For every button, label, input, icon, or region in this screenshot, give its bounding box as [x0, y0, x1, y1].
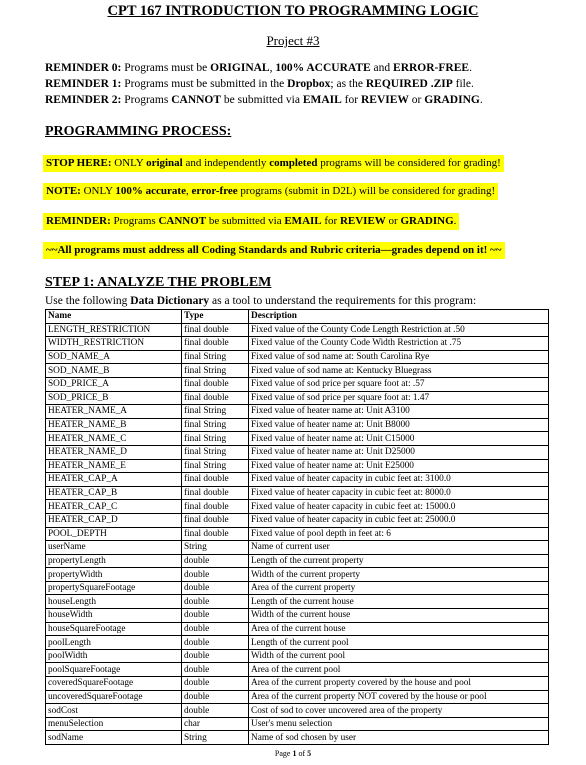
table-row: [46, 636, 549, 650]
cell-type: double: [182, 581, 249, 595]
data-dictionary-intro: [45, 295, 476, 307]
cell-description: Length of the current pool: [249, 636, 549, 650]
reminder-text: be submitted via: [221, 94, 303, 106]
cell-description: Fixed value of sod price per square foot at: .57: [249, 377, 549, 391]
cell-name: houseWidth: [46, 609, 182, 623]
cell-name: houseSquareFootage: [46, 622, 182, 636]
cell-type: final String: [182, 432, 249, 446]
cell-type: double: [182, 704, 249, 718]
cell-description: Length of the current house: [249, 595, 549, 609]
cell-type: final double: [182, 513, 249, 527]
table-row: [46, 622, 549, 636]
reminder-text: ORIGINAL: [210, 62, 270, 74]
table-row: [46, 500, 549, 514]
cell-type: final String: [182, 418, 249, 432]
cell-type: double: [182, 690, 249, 704]
reminder-text: file.: [452, 78, 474, 90]
cell-name: propertySquareFootage: [46, 581, 182, 595]
highlight-text: NOTE:: [46, 185, 81, 197]
cell-description: Area of the current property NOT covered by the house or pool: [249, 690, 549, 704]
table-row: [46, 350, 549, 364]
cell-type: final double: [182, 391, 249, 405]
cell-name: poolLength: [46, 636, 182, 650]
cell-type: double: [182, 554, 249, 568]
reminder-label: REMINDER 2:: [45, 94, 122, 106]
cell-type: final double: [182, 337, 249, 351]
highlight-text: and independently: [182, 157, 270, 169]
cell-description: Fixed value of heater name at: Unit A3100: [249, 405, 549, 419]
cell-description: Fixed value of sod name at: South Carolina Rye: [249, 350, 549, 364]
highlight-text: REVIEW: [339, 215, 386, 227]
highlight-text: EMAIL: [284, 215, 322, 227]
cell-type: double: [182, 663, 249, 677]
cell-name: poolWidth: [46, 649, 182, 663]
project-number: Project #3: [266, 33, 320, 48]
highlight-text: completed: [269, 157, 318, 169]
highlight-text: be submitted via: [206, 215, 285, 227]
table-row: [46, 704, 549, 718]
cell-type: final double: [182, 500, 249, 514]
highlight-text: ~~All programs must address all Coding Standards and Rubric criteria—grades depend on it! ~~: [46, 244, 502, 256]
highlight-text: Programs: [110, 215, 159, 227]
table-row: [46, 364, 549, 378]
reminder-text: REQUIRED .ZIP: [365, 78, 453, 90]
reminder-text: EMAIL: [302, 94, 342, 106]
cell-description: Fixed value of heater name at: Unit C15000: [249, 432, 549, 446]
cell-description: Fixed value of heater capacity in cubic feet at: 25000.0: [249, 513, 549, 527]
cell-name: sodCost: [46, 704, 182, 718]
intro-bold-text: Data Dictionary: [130, 295, 210, 307]
cell-name: coveredSquareFootage: [46, 677, 182, 691]
cell-type: double: [182, 609, 249, 623]
table-body: [46, 323, 549, 744]
reminder-text: or: [408, 94, 425, 106]
table-row: [46, 459, 549, 473]
highlight-text: ONLY: [80, 185, 116, 197]
reminder-text: .: [469, 62, 472, 74]
intro-text-end: as a tool to understand the requirements for this program:: [209, 295, 477, 307]
column-header-type: Type: [182, 310, 249, 324]
table-row: [46, 418, 549, 432]
highlight-text: for: [321, 215, 340, 227]
reminder-text: ERROR-FREE: [393, 62, 470, 74]
cell-name: HEATER_NAME_C: [46, 432, 182, 446]
highlight-text: ,: [185, 185, 192, 197]
highlight-text: error-free: [191, 185, 238, 197]
intro-text: Use the following: [45, 295, 131, 307]
cell-description: Name of current user: [249, 541, 549, 555]
cell-name: userName: [46, 541, 182, 555]
cell-type: String: [182, 541, 249, 555]
reminder-line: [45, 94, 483, 106]
reminder-text: Programs: [121, 94, 172, 106]
table-row: [46, 391, 549, 405]
cell-description: Fixed value of heater capacity in cubic feet at: 8000.0: [249, 486, 549, 500]
table-row: [46, 581, 549, 595]
table-row: [46, 377, 549, 391]
reminder-text: and: [370, 62, 394, 74]
cell-name: HEATER_NAME_E: [46, 459, 182, 473]
document-title: CPT 167 INTRODUCTION TO PROGRAMMING LOGIC: [107, 3, 479, 19]
reminder-text: ; as the: [330, 78, 366, 90]
table-row: [46, 473, 549, 487]
column-header-description: Description: [249, 310, 549, 324]
reminder-text: ,: [269, 62, 276, 74]
cell-name: propertyLength: [46, 554, 182, 568]
cell-name: poolSquareFootage: [46, 663, 182, 677]
cell-type: final String: [182, 445, 249, 459]
cell-description: Name of sod chosen by user: [249, 731, 549, 745]
cell-name: menuSelection: [46, 717, 182, 731]
table-row: [46, 663, 549, 677]
table-row: [46, 405, 549, 419]
cell-type: final double: [182, 323, 249, 337]
footer-of-label: of: [296, 749, 308, 758]
footer-page-number: 1: [292, 749, 297, 758]
cell-name: uncoveredSquareFootage: [46, 690, 182, 704]
reminder-line: [45, 62, 472, 74]
table-header-row: [46, 310, 549, 324]
cell-description: Fixed value of heater capacity in cubic feet at: 15000.0: [249, 500, 549, 514]
cell-description: Width of the current property: [249, 568, 549, 582]
data-dictionary-table: [45, 309, 549, 745]
table-row: [46, 486, 549, 500]
cell-type: final double: [182, 527, 249, 541]
table-row: [46, 717, 549, 731]
table-row: [46, 323, 549, 337]
cell-description: Fixed value of sod name at: Kentucky Bluegrass: [249, 364, 549, 378]
cell-name: HEATER_CAP_B: [46, 486, 182, 500]
cell-name: HEATER_CAP_C: [46, 500, 182, 514]
cell-type: final double: [182, 486, 249, 500]
footer-page-total: 5: [307, 749, 312, 758]
table-row: [46, 731, 549, 745]
highlight-text: or: [385, 215, 401, 227]
reminder-line: [45, 78, 474, 90]
table-row: [46, 445, 549, 459]
cell-description: Fixed value of sod price per square foot at: 1.47: [249, 391, 549, 405]
reminder-label: REMINDER 1:: [45, 78, 122, 90]
cell-description: Cost of sod to cover uncovered area of the property: [249, 704, 549, 718]
cell-name: propertyWidth: [46, 568, 182, 582]
cell-type: double: [182, 677, 249, 691]
cell-name: LENGTH_RESTRICTION: [46, 323, 182, 337]
cell-type: char: [182, 717, 249, 731]
cell-description: Fixed value of the County Code Length Restriction at .50: [249, 323, 549, 337]
highlight-text: CANNOT: [158, 215, 207, 227]
cell-type: double: [182, 649, 249, 663]
reminder-text: REVIEW: [360, 94, 409, 106]
reminder-label: REMINDER 0:: [45, 62, 122, 74]
highlight-notice: [43, 213, 459, 230]
cell-name: sodName: [46, 731, 182, 745]
cell-name: SOD_NAME_A: [46, 350, 182, 364]
highlight-text: original: [146, 157, 183, 169]
cell-type: double: [182, 595, 249, 609]
cell-description: Fixed value of pool depth in feet at: 6: [249, 527, 549, 541]
cell-description: Area of the current property: [249, 581, 549, 595]
table-row: [46, 649, 549, 663]
cell-name: HEATER_CAP_D: [46, 513, 182, 527]
table-row: [46, 432, 549, 446]
cell-description: Width of the current house: [249, 609, 549, 623]
highlight-text: ONLY: [111, 157, 147, 169]
table-row: [46, 554, 549, 568]
cell-type: final String: [182, 459, 249, 473]
reminder-text: for: [341, 94, 361, 106]
table-row: [46, 609, 549, 623]
cell-description: Area of the current house: [249, 622, 549, 636]
cell-type: final double: [182, 377, 249, 391]
reminder-text: Dropbox: [287, 78, 331, 90]
cell-name: HEATER_CAP_A: [46, 473, 182, 487]
reminder-text: GRADING: [424, 94, 480, 106]
cell-description: Fixed value of heater name at: Unit D25000: [249, 445, 549, 459]
cell-type: final double: [182, 473, 249, 487]
table-row: [46, 595, 549, 609]
cell-name: POOL_DEPTH: [46, 527, 182, 541]
reminder-text: 100% ACCURATE: [275, 62, 371, 74]
cell-name: houseLength: [46, 595, 182, 609]
cell-name: HEATER_NAME_D: [46, 445, 182, 459]
cell-name: HEATER_NAME_B: [46, 418, 182, 432]
highlight-notice: [43, 155, 504, 172]
cell-type: final String: [182, 405, 249, 419]
cell-name: WIDTH_RESTRICTION: [46, 337, 182, 351]
cell-type: double: [182, 622, 249, 636]
table-row: [46, 527, 549, 541]
highlight-text: .: [453, 215, 457, 227]
cell-description: Fixed value of heater name at: Unit B8000: [249, 418, 549, 432]
cell-type: double: [182, 636, 249, 650]
reminder-text: Programs must be submitted in the: [121, 78, 288, 90]
highlight-notice: [43, 242, 505, 259]
footer-page-label: Page: [274, 749, 293, 758]
table-row: [46, 690, 549, 704]
reminder-text: Programs must be: [121, 62, 211, 74]
cell-description: User's menu selection: [249, 717, 549, 731]
cell-description: Area of the current pool: [249, 663, 549, 677]
table-row: [46, 677, 549, 691]
reminder-text: .: [479, 94, 483, 106]
table-row: [46, 568, 549, 582]
cell-type: final String: [182, 350, 249, 364]
highlight-text: STOP HERE:: [46, 157, 112, 169]
highlight-text: REMINDER:: [46, 215, 111, 227]
highlight-text: GRADING: [400, 215, 454, 227]
cell-description: Fixed value of heater name at: Unit E25000: [249, 459, 549, 473]
cell-name: SOD_PRICE_B: [46, 391, 182, 405]
programming-process-heading: PROGRAMMING PROCESS:: [45, 124, 232, 139]
column-header-name: Name: [46, 310, 182, 324]
cell-name: SOD_NAME_B: [46, 364, 182, 378]
cell-description: Length of the current property: [249, 554, 549, 568]
highlight-text: programs will be considered for grading!: [317, 157, 501, 169]
cell-description: Area of the current property covered by the house and pool: [249, 677, 549, 691]
highlight-text: programs (submit in D2L) will be considered for grading!: [237, 185, 496, 197]
table-row: [46, 513, 549, 527]
highlight-text: 100% accurate: [115, 185, 186, 197]
cell-type: double: [182, 568, 249, 582]
reminder-text: CANNOT: [171, 94, 222, 106]
cell-name: SOD_PRICE_A: [46, 377, 182, 391]
cell-description: Width of the current pool: [249, 649, 549, 663]
cell-type: String: [182, 731, 249, 745]
cell-description: Fixed value of the County Code Width Restriction at .75: [249, 337, 549, 351]
highlight-notice: [43, 183, 498, 200]
cell-description: Fixed value of heater capacity in cubic feet at: 3100.0: [249, 473, 549, 487]
page-footer: [0, 749, 586, 758]
step1-heading: STEP 1: ANALYZE THE PROBLEM: [45, 275, 272, 290]
table-row: [46, 541, 549, 555]
cell-name: HEATER_NAME_A: [46, 405, 182, 419]
table-row: [46, 337, 549, 351]
cell-type: final String: [182, 364, 249, 378]
